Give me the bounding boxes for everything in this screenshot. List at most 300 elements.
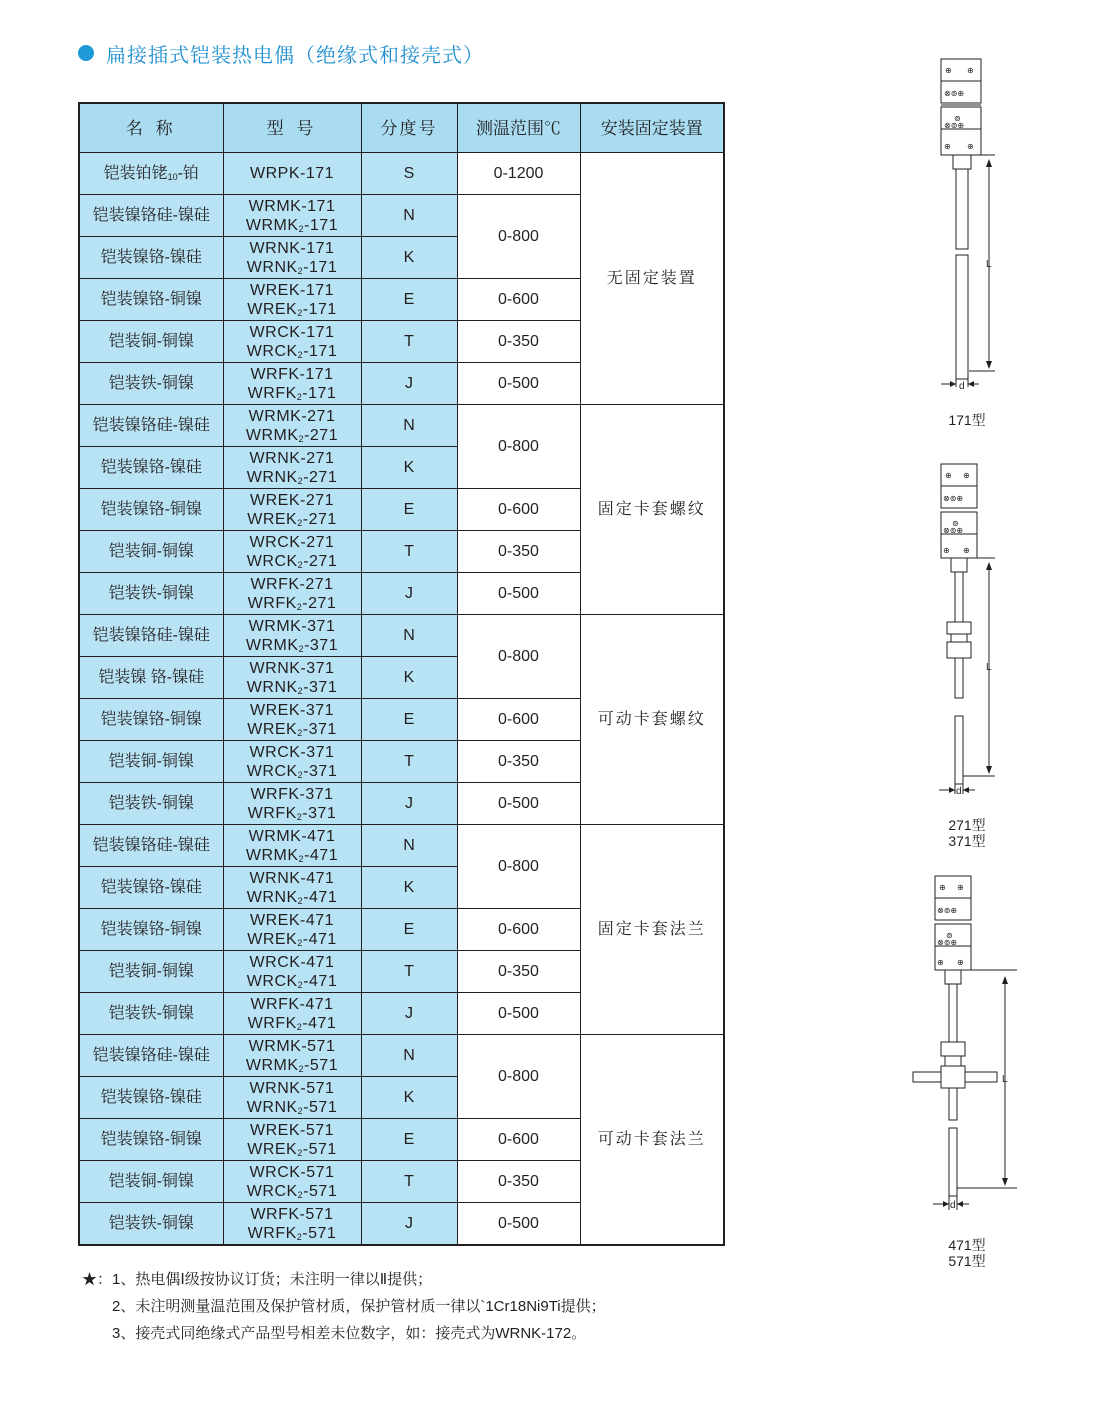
model-subscript: 2 bbox=[297, 1105, 304, 1116]
model-line-2 bbox=[224, 636, 361, 655]
model-line-1: WRMK-271 bbox=[248, 407, 336, 425]
name-text: 铠装镍铬-镍硅 bbox=[100, 1089, 202, 1106]
model-prefix: WRFK bbox=[247, 804, 297, 822]
cell-temp-range: 0-350 bbox=[457, 951, 580, 993]
cell-model bbox=[223, 1161, 361, 1203]
cell-name bbox=[79, 1119, 223, 1161]
model-prefix: WRNK bbox=[246, 678, 298, 696]
model-line-2 bbox=[224, 804, 361, 823]
model-line-2 bbox=[224, 342, 361, 361]
model-line-1: WRCK-371 bbox=[249, 743, 335, 761]
footnotes bbox=[82, 1266, 606, 1347]
model-subscript: 2 bbox=[297, 307, 303, 318]
model-line-1: WRNK-371 bbox=[249, 659, 335, 677]
cell-model bbox=[223, 909, 361, 951]
model-line-2 bbox=[224, 888, 361, 907]
cell-name bbox=[79, 657, 223, 699]
model-suffix: -171 bbox=[303, 258, 338, 276]
model-suffix: -271 bbox=[303, 468, 338, 486]
name-text: 铠装镍铬硅-镍硅 bbox=[92, 207, 210, 224]
model-subscript: 2 bbox=[297, 1147, 303, 1158]
model-subscript: 2 bbox=[297, 685, 304, 696]
model-prefix: WRMK bbox=[245, 636, 299, 654]
cell-name bbox=[79, 1035, 223, 1077]
cell-temp-range: 0-600 bbox=[457, 489, 580, 531]
name-text: 铠装铜-铜镍 bbox=[108, 1173, 194, 1190]
cell-graduation: E bbox=[361, 1119, 457, 1161]
svg-text:⊕: ⊕ bbox=[957, 883, 964, 892]
model-prefix: WRMK bbox=[245, 216, 299, 234]
model-line-1: WREK-171 bbox=[249, 281, 335, 299]
header-name: 名 称 bbox=[79, 103, 223, 153]
cell-name bbox=[79, 615, 223, 657]
model-prefix: WRMK bbox=[245, 426, 299, 444]
name-text: 铠装铂铑 bbox=[103, 165, 168, 182]
name-text: 铠装铁-铜镍 bbox=[108, 1005, 194, 1022]
note-1 bbox=[82, 1266, 606, 1293]
model-prefix: WRCK bbox=[246, 552, 298, 570]
cell-model bbox=[223, 405, 361, 447]
cell-graduation: K bbox=[361, 1077, 457, 1119]
name-text: 铠装镍铬-铜镍 bbox=[100, 501, 202, 518]
table-row bbox=[79, 405, 724, 447]
dim-d-271: d bbox=[956, 786, 962, 797]
dim-d-171: d bbox=[959, 381, 965, 392]
model-prefix: WRNK bbox=[246, 888, 298, 906]
model-line-1: WREK-471 bbox=[249, 911, 335, 929]
cell-model bbox=[223, 657, 361, 699]
model-prefix: WRFK bbox=[247, 384, 297, 402]
model-suffix: -471 bbox=[303, 888, 338, 906]
cell-temp-range: 0-800 bbox=[457, 405, 580, 489]
figure-label-271: 271型 bbox=[948, 817, 986, 833]
cell-name bbox=[79, 909, 223, 951]
svg-text:⊕: ⊕ bbox=[943, 546, 950, 555]
model-suffix: -471 bbox=[303, 972, 338, 990]
cell-graduation: K bbox=[361, 867, 457, 909]
header-mount: 安装固定装置 bbox=[580, 103, 724, 153]
model-subscript: 2 bbox=[296, 811, 303, 822]
cell-temp-range: 0-350 bbox=[457, 321, 580, 363]
model-line-2 bbox=[224, 1014, 361, 1033]
cell-temp-range: 0-350 bbox=[457, 741, 580, 783]
model-subscript: 2 bbox=[297, 349, 304, 360]
model-subscript: 2 bbox=[296, 1021, 303, 1032]
cell-model bbox=[223, 1203, 361, 1246]
model-line-2 bbox=[224, 552, 361, 571]
figure-271-371-drawing bbox=[925, 460, 1015, 800]
cell-model bbox=[223, 993, 361, 1035]
model-suffix: -371 bbox=[302, 804, 337, 822]
model-subscript: 2 bbox=[297, 517, 303, 528]
model-line-2 bbox=[224, 384, 361, 403]
model-line-1: WRMK-171 bbox=[248, 197, 336, 215]
cell-temp-range: 0-600 bbox=[457, 699, 580, 741]
model-line-1: WRNK-271 bbox=[249, 449, 335, 467]
name-text: 铠装铁-铜镍 bbox=[108, 375, 194, 392]
model-prefix: WRMK bbox=[245, 846, 299, 864]
model-subscript: 2 bbox=[297, 979, 304, 990]
name-text: 铠装镍铬硅-镍硅 bbox=[92, 417, 210, 434]
cell-model bbox=[223, 783, 361, 825]
model-line-1: WRNK-471 bbox=[249, 869, 335, 887]
model-subscript: 2 bbox=[297, 559, 304, 570]
figure-label-371: 371型 bbox=[948, 833, 986, 849]
model-prefix: WRNK bbox=[246, 468, 298, 486]
model-line-1: WRFK-171 bbox=[250, 365, 334, 383]
cell-temp-range: 0-1200 bbox=[457, 153, 580, 195]
model-line-2 bbox=[224, 1224, 361, 1243]
model-suffix: -171 bbox=[302, 384, 337, 402]
model-line-2 bbox=[224, 1056, 361, 1075]
model-line-1: WRNK-171 bbox=[249, 239, 335, 257]
cell-model bbox=[223, 447, 361, 489]
model-line-1: WRFK-271 bbox=[250, 575, 334, 593]
cell-graduation: E bbox=[361, 909, 457, 951]
model-subscript: 2 bbox=[298, 643, 305, 654]
name-text: 铠装镍铬-镍硅 bbox=[100, 879, 202, 896]
cell-model bbox=[223, 237, 361, 279]
cell-name bbox=[79, 867, 223, 909]
name-text: 铠装铜-铜镍 bbox=[108, 753, 194, 770]
cell-name bbox=[79, 1077, 223, 1119]
model-suffix: -371 bbox=[303, 678, 338, 696]
cell-name bbox=[79, 363, 223, 405]
svg-text:⊕: ⊕ bbox=[967, 66, 974, 75]
cell-name bbox=[79, 237, 223, 279]
name-text: 铠装镍铬-铜镍 bbox=[100, 921, 202, 938]
model-prefix: WRFK bbox=[247, 1224, 297, 1242]
cell-graduation: T bbox=[361, 531, 457, 573]
svg-text:⊕: ⊕ bbox=[939, 883, 946, 892]
cell-graduation: T bbox=[361, 741, 457, 783]
model-suffix: -571 bbox=[302, 1140, 337, 1158]
model-line-2 bbox=[224, 300, 361, 319]
model-line-2 bbox=[224, 846, 361, 865]
cell-graduation: J bbox=[361, 993, 457, 1035]
model-prefix: WRMK bbox=[245, 1056, 299, 1074]
table-row bbox=[79, 1035, 724, 1077]
cell-name bbox=[79, 825, 223, 867]
cell-name bbox=[79, 405, 223, 447]
cell-name bbox=[79, 321, 223, 363]
cell-model bbox=[223, 195, 361, 237]
star-marker: ★： bbox=[82, 1271, 113, 1288]
figure-471-571-drawing bbox=[905, 872, 1025, 1217]
model-prefix: WRNK bbox=[246, 258, 298, 276]
cell-temp-range: 0-800 bbox=[457, 825, 580, 909]
model-line-2 bbox=[224, 1098, 361, 1117]
model-prefix: WREK bbox=[247, 720, 298, 738]
table-header-row bbox=[79, 103, 724, 153]
svg-text:⊗⊚⊕: ⊗⊚⊕ bbox=[937, 938, 958, 947]
cell-graduation: K bbox=[361, 237, 457, 279]
cell-graduation: E bbox=[361, 699, 457, 741]
model-suffix: -371 bbox=[303, 762, 338, 780]
svg-text:⊗⊚⊕: ⊗⊚⊕ bbox=[937, 906, 958, 915]
model-prefix: WRFK bbox=[247, 594, 297, 612]
model-subscript: 2 bbox=[298, 853, 305, 864]
cell-temp-range: 0-800 bbox=[457, 615, 580, 699]
model-subscript: 2 bbox=[298, 1063, 305, 1074]
cell-graduation: N bbox=[361, 825, 457, 867]
model-subscript: 2 bbox=[296, 391, 303, 402]
model-suffix: -171 bbox=[303, 342, 338, 360]
cell-temp-range: 0-500 bbox=[457, 363, 580, 405]
svg-text:⊕: ⊕ bbox=[963, 471, 970, 480]
model-subscript: 2 bbox=[297, 727, 303, 738]
cell-name bbox=[79, 1161, 223, 1203]
svg-text:⊚: ⊚ bbox=[946, 931, 953, 940]
cell-temp-range: 0-800 bbox=[457, 1035, 580, 1119]
name-subscript: 10 bbox=[167, 172, 178, 182]
cell-name bbox=[79, 993, 223, 1035]
cell-model bbox=[223, 321, 361, 363]
header-model: 型 号 bbox=[223, 103, 361, 153]
figure-171-drawing bbox=[925, 55, 1015, 395]
dim-L-271: L bbox=[986, 662, 992, 673]
svg-text:⊗⊚⊕: ⊗⊚⊕ bbox=[943, 526, 964, 535]
cell-temp-range: 0-500 bbox=[457, 993, 580, 1035]
svg-text:⊕: ⊕ bbox=[937, 958, 944, 967]
model-line-1: WRCK-571 bbox=[249, 1163, 335, 1181]
cell-name bbox=[79, 195, 223, 237]
name-text: 铠装铁-铜镍 bbox=[108, 1215, 194, 1232]
cell-name bbox=[79, 279, 223, 321]
cell-mount: 无固定装置 bbox=[580, 153, 724, 405]
model-line-2 bbox=[224, 972, 361, 991]
model-prefix: WRNK bbox=[246, 1098, 298, 1116]
model-line-1: WRNK-571 bbox=[249, 1079, 335, 1097]
cell-graduation: T bbox=[361, 1161, 457, 1203]
cell-model bbox=[223, 1119, 361, 1161]
name-text: 铠装镍 铬-镍硅 bbox=[98, 669, 205, 686]
cell-model bbox=[223, 825, 361, 867]
cell-graduation: J bbox=[361, 783, 457, 825]
svg-text:⊕: ⊕ bbox=[967, 142, 974, 151]
model-suffix: -271 bbox=[303, 552, 338, 570]
name-text: 铠装镍铬-铜镍 bbox=[100, 1131, 202, 1148]
cell-graduation: J bbox=[361, 1203, 457, 1246]
cell-temp-range: 0-350 bbox=[457, 531, 580, 573]
model-prefix: WRCK bbox=[246, 762, 298, 780]
cell-name bbox=[79, 573, 223, 615]
model-line-2 bbox=[224, 1182, 361, 1201]
cell-graduation: T bbox=[361, 951, 457, 993]
name-text: 铠装镍铬-铜镍 bbox=[100, 291, 202, 308]
cell-graduation: N bbox=[361, 1035, 457, 1077]
model-line-1: WRMK-471 bbox=[248, 827, 336, 845]
cell-model bbox=[223, 741, 361, 783]
note-2: 2、未注明测量温范围及保护管材质，保护管材质一律以`1Cr18Ni9Ti提供； bbox=[112, 1298, 606, 1315]
model-prefix: WRCK bbox=[246, 342, 298, 360]
name-text: 铠装铜-铜镍 bbox=[108, 333, 194, 350]
cell-mount: 固定卡套法兰 bbox=[580, 825, 724, 1035]
model-subscript: 2 bbox=[297, 769, 304, 780]
model-prefix: WREK bbox=[247, 300, 298, 318]
model-suffix: -571 bbox=[304, 1056, 339, 1074]
title-text: 扁接插式铠装热电偶（绝缘式和接壳式） bbox=[106, 42, 484, 67]
table-row bbox=[79, 825, 724, 867]
cell-name bbox=[79, 1203, 223, 1246]
name-text: 铠装镍铬-镍硅 bbox=[100, 459, 202, 476]
model-suffix: -171 bbox=[304, 216, 339, 234]
model-line-1: WRMK-571 bbox=[248, 1037, 336, 1055]
figure-label-471: 471型 bbox=[948, 1237, 986, 1253]
cell-name bbox=[79, 741, 223, 783]
model-subscript: 2 bbox=[297, 895, 304, 906]
cell-temp-range: 0-800 bbox=[457, 195, 580, 279]
cell-name bbox=[79, 153, 223, 195]
header-graduation: 分度号 bbox=[361, 103, 457, 153]
name-text: 铠装铁-铜镍 bbox=[108, 795, 194, 812]
cell-model bbox=[223, 699, 361, 741]
model-line-1: WREK-371 bbox=[249, 701, 335, 719]
model-prefix: WREK bbox=[247, 1140, 298, 1158]
model-prefix: WREK bbox=[247, 930, 298, 948]
cell-model bbox=[223, 153, 361, 195]
model-line-2 bbox=[224, 426, 361, 445]
svg-text:⊗⊚⊕: ⊗⊚⊕ bbox=[944, 121, 965, 130]
table-row bbox=[79, 153, 724, 195]
svg-text:⊕: ⊕ bbox=[957, 958, 964, 967]
cell-name bbox=[79, 489, 223, 531]
dim-L-171: L bbox=[986, 259, 992, 270]
cell-name bbox=[79, 531, 223, 573]
cell-graduation: E bbox=[361, 489, 457, 531]
note-1-text: 1、热电偶Ⅰ级按协议订货；未注明一律以Ⅱ提供； bbox=[112, 1271, 433, 1288]
cell-model bbox=[223, 489, 361, 531]
note-3: 3、接壳式同绝缘式产品型号相差未位数字，如：接壳式为WRNK-172。 bbox=[112, 1325, 587, 1342]
cell-name bbox=[79, 951, 223, 993]
name-text: 铠装铜-铜镍 bbox=[108, 543, 194, 560]
cell-name bbox=[79, 783, 223, 825]
section-title bbox=[78, 38, 484, 68]
model-line-1: WRCK-271 bbox=[249, 533, 335, 551]
cell-graduation: K bbox=[361, 447, 457, 489]
name-text: 铠装镍铬硅-镍硅 bbox=[92, 627, 210, 644]
model-subscript: 2 bbox=[297, 1189, 304, 1200]
model-line-1: WRCK-171 bbox=[249, 323, 335, 341]
model-line-2 bbox=[224, 258, 361, 277]
table-row bbox=[79, 615, 724, 657]
svg-text:⊗⊚⊕: ⊗⊚⊕ bbox=[943, 494, 964, 503]
model-line-1: WRMK-371 bbox=[248, 617, 336, 635]
cell-model bbox=[223, 573, 361, 615]
name-tail: -铂 bbox=[177, 165, 199, 182]
model-subscript: 2 bbox=[297, 265, 304, 276]
model-line-2 bbox=[224, 216, 361, 235]
cell-model bbox=[223, 867, 361, 909]
model-subscript: 2 bbox=[296, 1231, 303, 1242]
model-prefix: WRFK bbox=[247, 1014, 297, 1032]
cell-temp-range: 0-500 bbox=[457, 783, 580, 825]
model-suffix: -271 bbox=[302, 510, 337, 528]
svg-text:⊕: ⊕ bbox=[945, 471, 952, 480]
cell-graduation: N bbox=[361, 405, 457, 447]
svg-text:⊕: ⊕ bbox=[963, 546, 970, 555]
model-line-1: WRFK-471 bbox=[250, 995, 334, 1013]
model-line-1: WRPK-171 bbox=[249, 165, 335, 182]
model-subscript: 2 bbox=[296, 601, 303, 612]
model-line-1: WREK-571 bbox=[249, 1121, 335, 1139]
cell-temp-range: 0-500 bbox=[457, 1203, 580, 1246]
figure-label-171: 171型 bbox=[948, 412, 986, 428]
model-line-2 bbox=[224, 510, 361, 529]
cell-mount: 可动卡套法兰 bbox=[580, 1035, 724, 1246]
cell-graduation: K bbox=[361, 657, 457, 699]
cell-graduation: N bbox=[361, 195, 457, 237]
cell-temp-range: 0-600 bbox=[457, 279, 580, 321]
dim-d-471: d bbox=[950, 1200, 956, 1211]
svg-text:⊚: ⊚ bbox=[952, 519, 959, 528]
svg-text:⊗⊚⊕: ⊗⊚⊕ bbox=[944, 89, 965, 98]
name-text: 铠装铜-铜镍 bbox=[108, 963, 194, 980]
cell-temp-range: 0-500 bbox=[457, 573, 580, 615]
cell-model bbox=[223, 1035, 361, 1077]
cell-model bbox=[223, 951, 361, 993]
cell-model bbox=[223, 1077, 361, 1119]
model-suffix: -371 bbox=[302, 720, 337, 738]
cell-model bbox=[223, 615, 361, 657]
model-subscript: 2 bbox=[298, 223, 305, 234]
model-suffix: -471 bbox=[304, 846, 339, 864]
model-line-1: WRFK-371 bbox=[250, 785, 334, 803]
model-line-1: WRFK-571 bbox=[250, 1205, 334, 1223]
model-suffix: -471 bbox=[302, 930, 337, 948]
cell-graduation: N bbox=[361, 615, 457, 657]
cell-temp-range: 0-350 bbox=[457, 1161, 580, 1203]
name-text: 铠装镍铬硅-镍硅 bbox=[92, 1047, 210, 1064]
model-suffix: -171 bbox=[302, 300, 337, 318]
cell-name bbox=[79, 447, 223, 489]
model-line-2 bbox=[224, 720, 361, 739]
model-line-1: WREK-271 bbox=[249, 491, 335, 509]
model-line-2 bbox=[224, 468, 361, 487]
svg-text:⊚: ⊚ bbox=[954, 114, 961, 123]
model-subscript: 2 bbox=[297, 937, 303, 948]
model-suffix: -571 bbox=[303, 1182, 338, 1200]
header-temp-range: 测温范围℃ bbox=[457, 103, 580, 153]
cell-temp-range: 0-600 bbox=[457, 909, 580, 951]
model-suffix: -571 bbox=[303, 1098, 338, 1116]
svg-text:⊕: ⊕ bbox=[944, 142, 951, 151]
cell-model bbox=[223, 363, 361, 405]
cell-graduation: T bbox=[361, 321, 457, 363]
cell-model bbox=[223, 531, 361, 573]
model-prefix: WRCK bbox=[246, 1182, 298, 1200]
svg-text:⊕: ⊕ bbox=[945, 66, 952, 75]
model-line-2 bbox=[224, 1140, 361, 1159]
cell-temp-range: 0-600 bbox=[457, 1119, 580, 1161]
model-suffix: -371 bbox=[304, 636, 339, 654]
model-line-2 bbox=[224, 678, 361, 697]
name-text: 铠装镍铬-镍硅 bbox=[100, 249, 202, 266]
cell-graduation: S bbox=[361, 153, 457, 195]
cell-graduation: E bbox=[361, 279, 457, 321]
cell-name bbox=[79, 699, 223, 741]
model-line-2 bbox=[224, 762, 361, 781]
model-subscript: 2 bbox=[298, 433, 305, 444]
thermocouple-spec-table bbox=[78, 102, 725, 1246]
cell-graduation: J bbox=[361, 363, 457, 405]
model-subscript: 2 bbox=[297, 475, 304, 486]
model-line-2 bbox=[224, 594, 361, 613]
model-prefix: WREK bbox=[247, 510, 298, 528]
name-text: 铠装铁-铜镍 bbox=[108, 585, 194, 602]
bullet-dot-icon bbox=[78, 45, 94, 61]
cell-mount: 固定卡套螺纹 bbox=[580, 405, 724, 615]
